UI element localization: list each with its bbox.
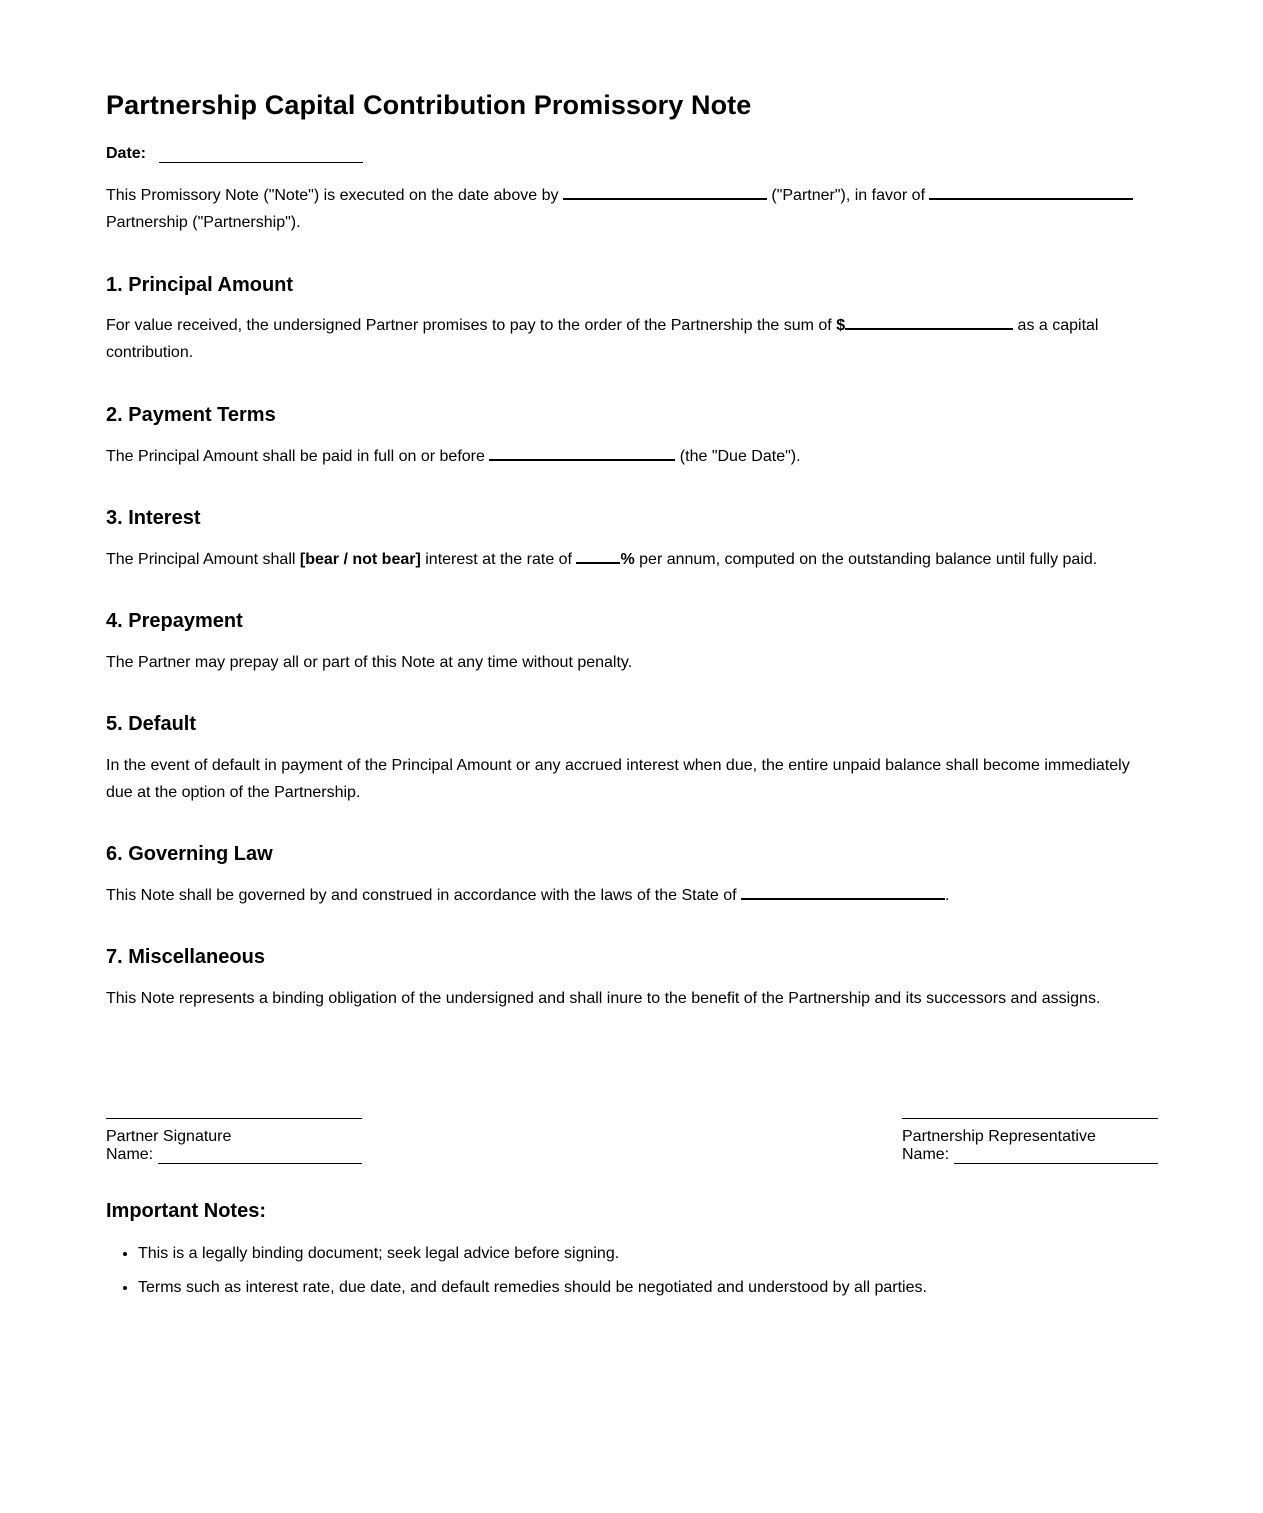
interest-text-3: per annum, computed on the outstanding balance until fully paid. <box>639 551 1098 568</box>
representative-signature-block <box>902 1118 1158 1164</box>
section-heading-default: 5. Default <box>106 713 197 735</box>
representative-signature-line[interactable] <box>902 1118 1158 1119</box>
percent-symbol: % <box>620 551 635 568</box>
law-text-1: This Note shall be governed by and construed in accordance with the laws of the State of <box>106 887 737 904</box>
section-heading-payment: 2. Payment Terms <box>106 404 276 426</box>
payment-text-2: (the "Due Date"). <box>679 448 801 465</box>
default-paragraph: In the event of default in payment of the Principal Amount or any accrued interest when due, the entire unpaid balance shall become immediately due at the option of the Partnership. <box>106 757 1130 801</box>
partner-printed-name-blank[interactable] <box>158 1149 362 1164</box>
governing-law-paragraph <box>106 882 1156 909</box>
interest-paragraph <box>106 546 1156 573</box>
representative-name-label: Name: <box>902 1146 950 1163</box>
section-heading-prepayment: 4. Prepayment <box>106 610 243 632</box>
miscellaneous-paragraph: This Note represents a binding obligation of the undersigned and shall inure to the benefit of the Partnership and its successors and assigns. <box>106 990 1101 1007</box>
intro-text-1: This Promissory Note ("Note") is executed on the date above by <box>106 187 559 204</box>
list-item: • This is a legally binding document; seek legal advice before signing. <box>138 1241 927 1267</box>
important-notes-list <box>106 1241 927 1309</box>
currency-symbol: $ <box>836 317 846 334</box>
principal-paragraph <box>106 312 1156 366</box>
representative-signature-label: Partnership Representative <box>902 1128 1096 1145</box>
state-blank[interactable] <box>741 884 945 900</box>
important-notes-heading: Important Notes: <box>106 1200 266 1222</box>
payment-text-1: The Principal Amount shall be paid in full on or before <box>106 448 485 465</box>
partnership-name-blank[interactable] <box>929 184 1133 200</box>
section-heading-miscellaneous: 7. Miscellaneous <box>106 946 265 968</box>
partner-signature-label: Partner Signature <box>106 1128 232 1145</box>
payment-paragraph <box>106 443 1156 470</box>
section-heading-governing-law: 6. Governing Law <box>106 843 273 865</box>
partner-signature-line[interactable] <box>106 1118 362 1119</box>
interest-text-1: The Principal Amount shall <box>106 551 296 568</box>
date-blank[interactable] <box>159 147 363 163</box>
document-title: Partnership Capital Contribution Promissory Note <box>106 90 752 120</box>
intro-paragraph <box>106 182 1156 236</box>
partner-signature-block <box>106 1118 362 1164</box>
principal-text-1: For value received, the undersigned Partner promises to pay to the order of the Partnership the sum of <box>106 317 832 334</box>
section-heading-principal: 1. Principal Amount <box>106 274 294 296</box>
interest-text-2: interest at the rate of <box>425 551 572 568</box>
partner-name-label: Name: <box>106 1146 154 1163</box>
intro-text-2: ("Partner"), in favor of <box>771 187 926 204</box>
interest-rate-blank[interactable] <box>576 548 620 564</box>
representative-printed-name-blank[interactable] <box>954 1149 1158 1164</box>
date-label: Date: <box>106 145 147 162</box>
amount-blank[interactable] <box>845 314 1013 330</box>
section-heading-interest: 3. Interest <box>106 507 201 529</box>
partner-name-row <box>106 1146 362 1164</box>
partner-name-blank[interactable] <box>563 184 767 200</box>
date-row <box>106 145 363 163</box>
law-text-2: . <box>945 887 950 904</box>
bear-option: [bear / not bear] <box>299 551 421 568</box>
representative-name-row <box>902 1146 1158 1164</box>
principal-text-2: as a capital contribution. <box>106 317 1099 361</box>
prepayment-paragraph: The Partner may prepay all or part of this Note at any time without penalty. <box>106 654 633 671</box>
intro-text-3: Partnership ("Partnership"). <box>106 214 301 231</box>
list-item: • Terms such as interest rate, due date, and default remedies should be negotiated and understood by all parties. <box>138 1275 927 1301</box>
due-date-blank[interactable] <box>489 445 675 461</box>
